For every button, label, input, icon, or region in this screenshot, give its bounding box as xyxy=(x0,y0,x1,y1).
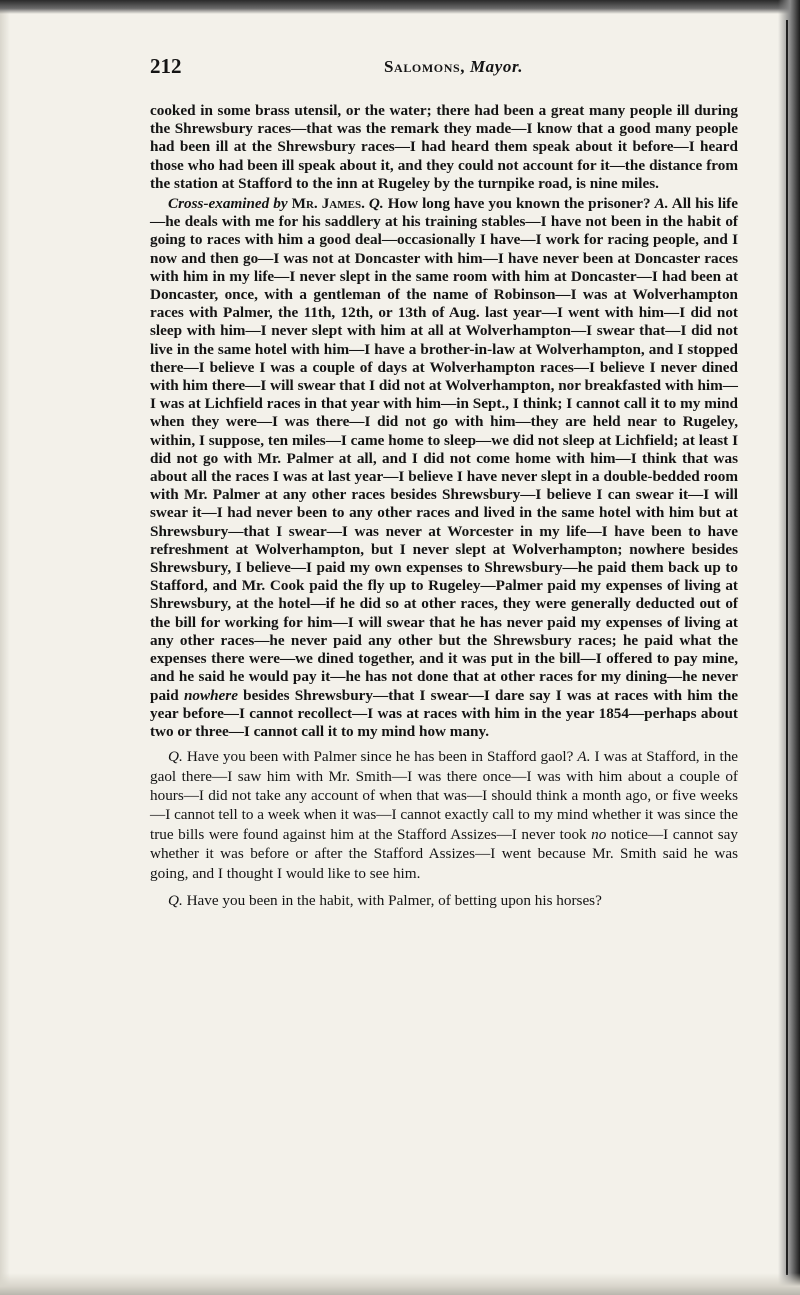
answer-text: I was at Stafford, in the gaol there—I saw him with Mr. Smith—I was there once—I was with him about a couple of hours—I did not take any account of when that was—I should think a month ago, or five weeks—I cannot tell to a week when it was—I cannot exactly call to my mind whether it was since the true bills were found against him at the Stafford Assizes—I never took xyxy=(150,748,739,843)
answer-text-continued: notice—I cannot say whether it was before or after the Stafford Assizes—I went because Mr. Smith said he was going, and I thought I would like to see him. xyxy=(150,825,739,882)
page-header-title xyxy=(384,57,523,77)
cross-examined-label: Cross-examined by xyxy=(168,195,288,213)
question-text: Have you been in the habit, with Palmer, of betting upon his horses? xyxy=(186,891,602,909)
page-binding-edge xyxy=(778,0,800,1295)
page-number: 212 xyxy=(150,54,182,78)
question-marker: Q. xyxy=(168,748,183,766)
page-left-edge xyxy=(0,0,10,1295)
paragraph-gaol-question xyxy=(150,747,738,883)
answer-marker: A. xyxy=(654,195,669,213)
binding-rule xyxy=(786,20,788,1275)
paragraph-betting-question xyxy=(150,892,738,910)
emphasized-word: no xyxy=(591,825,607,843)
answer-text-continued: besides Shrewsbury—that I swear—I dare say I was at races with him the year before—I cannot recollect—I was at races with him in the year 1854—perhaps about two or three—I cannot call it to my mind how many. xyxy=(150,686,739,740)
examiner-name: Mr. James. xyxy=(291,195,365,213)
paragraph-testimony-continued: cooked in some brass utensil, or the water; there had been a great many people ill during the Shrewsbury races—that was the remark they made—I know that a good many people had been ill at the Shrewsbury races—I had heard them speak about it before—I heard those who had been ill speak about it, and they could not account for it—the distance from the station at Stafford to the inn at Rugeley by the turnpike road, is nine miles. xyxy=(150,102,738,192)
page-bottom-edge xyxy=(0,1273,800,1295)
page-top-edge xyxy=(0,0,800,14)
question-text: How long have you known the prisoner? xyxy=(387,195,651,213)
header-office: Mayor. xyxy=(469,57,524,76)
question-marker: Q. xyxy=(368,195,384,213)
question-marker: Q. xyxy=(168,891,183,909)
answer-text: All his life—he deals with me for his saddlery at his training stables—I have not been in the habit of going to races with him a good deal—occasionally I have—I work for racing people, and I now and then go—I was not at Doncaster with him—I have never been at Doncaster races with him in my life—I never slept in the same room with him at Doncaster—I had been at Doncaster, once, with a gentleman of the name of Robinson—I was at Wolverhampton races with Palmer, the 11th, 12th, or 13th of Aug. last year—I went with him—I did not sleep with him—I never slept with him at all at Wolverhampton—I swear that—I did not live in the same hotel with him—I have a brother-in-law at Wolverhampton, and I stopped there—I believe I was a couple of days at Wolverhampton races—I believe I never dined with him there—I will swear that I did not at Wolverhampton, nor breakfasted with him—I was at Lichfield races in that year with him—in Sept., I think; I cannot call it to my mind when they were—I was there—I did not go with him—they are held near to Rugeley, within, I suppose, ten miles—I came home to sleep—we did not sleep at Lichfield; at least I did not go with Mr. Palmer at all, and I did not come home with him—I think that was about all the races I was at last year—I believe I have never slept in a double-bedded room with Mr. Palmer at any other races besides Shrewsbury—I believe I can swear it—I will swear it—I had never been to any other races and lived in the same hotel with him but at Shrewsbury—that I swear—I was never at Worcester in my life—I have been to have refreshment at Wolverhampton, but I never slept at Wolverhampton; nowhere besides Shrewsbury, I believe—I paid my own expenses to Shrewsbury—he paid them back up to Stafford, and Mr. Cook paid the fly up to Rugeley—Palmer paid my expenses of living at Shrewsbury, at the hotel—if he did so at other races, they were generally deducted out of the bill for working for him—I will swear that he has never paid my expenses of living at any other races—he never paid any other but the Shrewsbury races; he paid what the expenses there were—we dined together, and it was put in the bill—I offered to pay mine, and he said he would pay it—he has not done that at other races for my dining—he never paid xyxy=(150,195,738,704)
question-text: Have you been with Palmer since he has been in Stafford gaol? xyxy=(186,748,574,766)
running-head xyxy=(150,54,750,84)
body-text xyxy=(150,102,738,910)
paragraph-cross-examination xyxy=(150,195,738,741)
answer-marker: A. xyxy=(577,748,591,766)
emphasized-word: nowhere xyxy=(183,686,238,704)
header-name: Salomons, xyxy=(384,57,466,76)
